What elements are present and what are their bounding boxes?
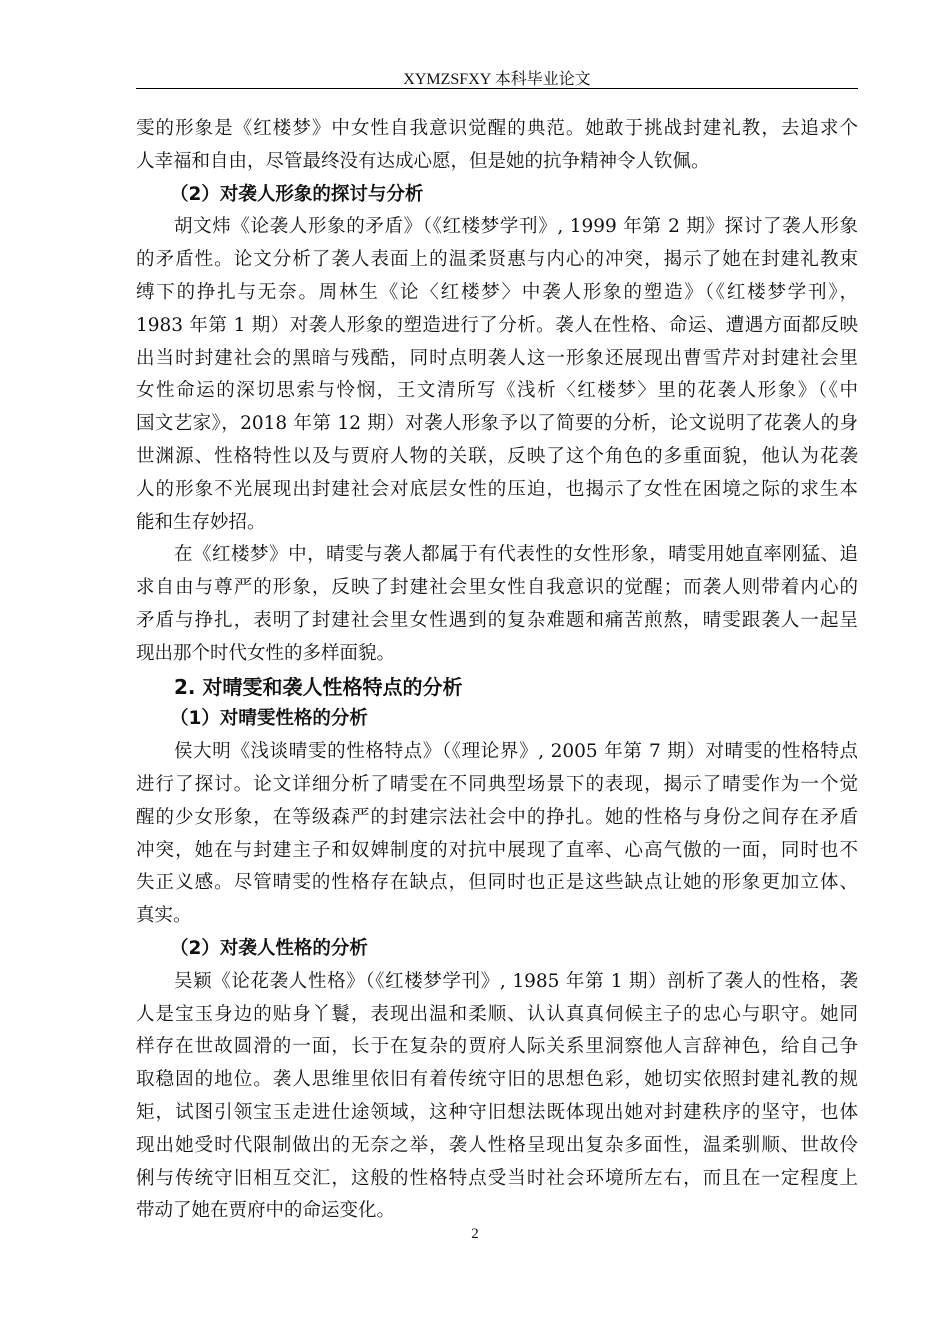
subsection-heading: （2）对袭人形象的探讨与分析 xyxy=(170,183,424,205)
paragraph-line: 吴颖《论花袭人性格》（《红楼梦学刊》, 1985 年第 1 期）剖析了袭人的性格，袭 xyxy=(174,970,858,992)
paragraph xyxy=(136,211,858,539)
section-heading: 2. 对晴雯和袭人性格特点的分析 xyxy=(174,674,463,699)
paragraph-line: 1983 年第 1 期）对袭人形象的塑造进行了分析。袭人在性格、命运、遭遇方面都反映 xyxy=(136,314,858,336)
paragraph-line: 胡文炜《论袭人形象的矛盾》（《红楼梦学刊》, 1999 年第 2 期》探讨了袭人形象 xyxy=(174,216,858,238)
paragraph xyxy=(136,113,858,179)
paragraph-line: 人是宝玉身边的贴身丫鬟，表现出温和柔顺、认认真真伺候主子的忠心与职守。她同 xyxy=(136,1003,858,1025)
paragraph-line: 在《红楼梦》中，晴雯与袭人都属于有代表性的女性形象，晴雯用她直率刚猛、追 xyxy=(174,544,858,566)
paragraph-line: 俐与传统守旧相互交汇，这般的性格特点受当时社会环境所左右，而且在一定程度上 xyxy=(136,1167,858,1189)
paragraph-line: 人的形象不光展现出封建社会对底层女性的压迫，也揭示了女性在困境之际的求生本 xyxy=(136,478,858,500)
header-rule xyxy=(136,88,858,89)
page-header: XYMZSFXY 本科毕业论文 xyxy=(403,71,591,88)
subsection-heading: （1）对晴雯性格的分析 xyxy=(170,708,368,730)
paragraph-line: 的矛盾性。论文分析了袭人表面上的温柔贤惠与内心的冲突，揭示了她在封建礼教束 xyxy=(136,249,858,271)
paragraph-line: 女性命运的深切思索与怜悯，王文清所写《浅析〈红楼梦〉里的花袭人形象》（《中 xyxy=(136,380,858,402)
paragraph-line: 矩，试图引领宝玉走进仕途领域，这种守旧想法既体现出她对封建秩序的坚守，也体 xyxy=(136,1101,858,1123)
paragraph-line: 国文艺家》，2018 年第 12 期）对袭人形象予以了简要的分析，论文说明了花袭人的身 xyxy=(136,413,858,435)
paragraph-line: 现出那个时代女性的多样面貌。 xyxy=(136,642,396,664)
paragraph-line: 样存在世故圆滑的一面，长于在复杂的贾府人际关系里洞察他人言辞神色，给自己争 xyxy=(136,1036,858,1058)
paragraph-line: 矛盾与挣扎，表明了封建社会里女性遇到的复杂难题和痛苦煎熬，晴雯跟袭人一起呈 xyxy=(136,609,858,631)
paragraph xyxy=(136,966,858,1228)
paragraph-line: 真实。 xyxy=(136,905,192,927)
subsection-heading: （2）对袭人性格的分析 xyxy=(170,937,368,959)
document-body xyxy=(136,113,858,1228)
page-number: 2 xyxy=(471,1226,479,1242)
paragraph-line: 能和生存妙招。 xyxy=(136,511,266,533)
paragraph-line: 出当时封建社会的黑暗与残酷，同时点明袭人这一形象还展现出曹雪芹对封建社会里 xyxy=(136,347,858,369)
paragraph-line: 缚下的挣扎与无奈。周林生《论〈红楼梦〉中袭人形象的塑造》（《红楼梦学刊》， xyxy=(136,281,858,303)
paragraph-line: 进行了探讨。论文详细分析了晴雯在不同典型场景下的表现，揭示了晴雯作为一个觉 xyxy=(136,773,858,795)
paragraph-line: 现出她受时代限制做出的无奈之举，袭人性格呈现出复杂多面性，温柔驯顺、世故伶 xyxy=(136,1134,858,1156)
paragraph-line: 冲突，她在与封建主子和奴婢制度的对抗中展现了直率、心高气傲的一面，同时也不 xyxy=(136,839,858,861)
paragraph-line: 失正义感。尽管晴雯的性格存在缺点，但同时也正是这些缺点让她的形象更加立体、 xyxy=(136,872,858,894)
paragraph-line: 取稳固的地位。袭人思维里依旧有着传统守旧的思想色彩，她切实依照封建礼教的规 xyxy=(136,1069,858,1091)
paragraph-line: 侯大明《浅谈晴雯的性格特点》（《理论界》, 2005 年第 7 期）对晴雯的性格特点 xyxy=(174,741,858,763)
paragraph-line: 世渊源、性格特性以及与贾府人物的关联，反映了这个角色的多重面貌，他认为花袭 xyxy=(136,445,858,467)
paragraph-line: 求自由与尊严的形象，反映了封建社会里女性自我意识的觉醒；而袭人则带着内心的 xyxy=(136,577,858,599)
paragraph-line: 雯的形象是《红楼梦》中女性自我意识觉醒的典范。她敢于挑战封建礼教，去追求个 xyxy=(136,118,858,139)
paragraph-line: 带动了她在贾府中的命运变化。 xyxy=(136,1200,396,1222)
paragraph xyxy=(136,736,858,933)
paragraph-line: 人幸福和自由，尽管最终没有达成心愿，但是她的抗争精神令人钦佩。 xyxy=(136,150,710,172)
paragraph xyxy=(136,539,858,670)
paragraph-line: 醒的少女形象，在等级森严的封建宗法社会中的挣扎。她的性格与身份之间存在矛盾 xyxy=(136,806,858,828)
